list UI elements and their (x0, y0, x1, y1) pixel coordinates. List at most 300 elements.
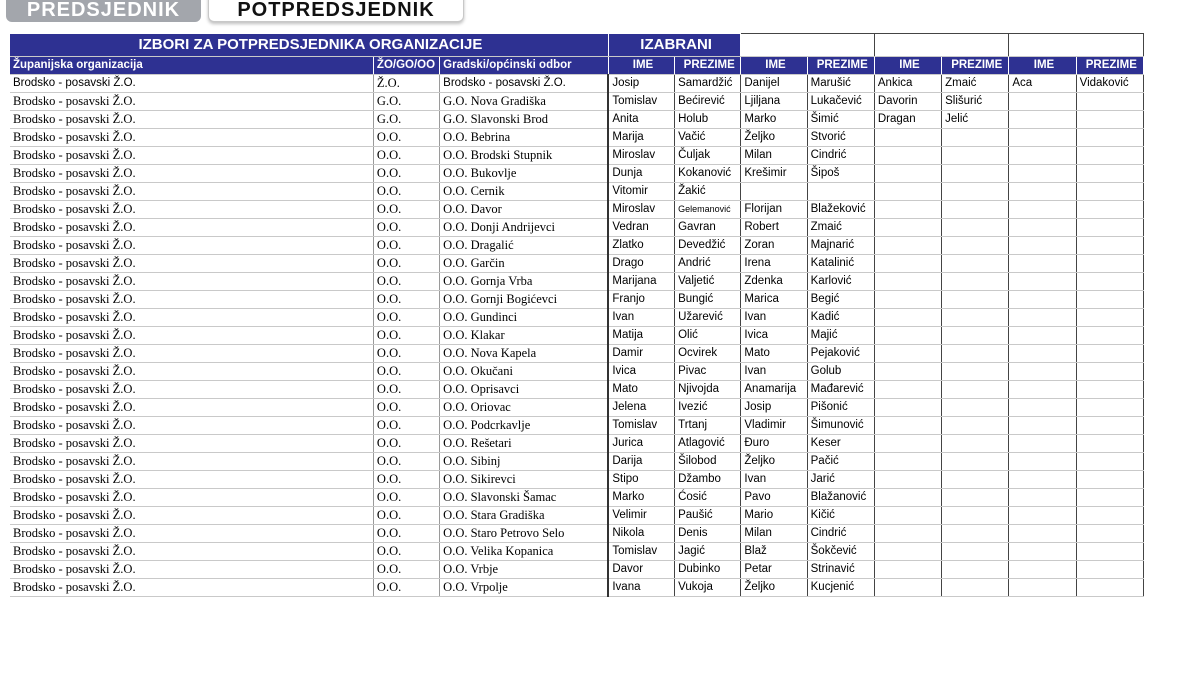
ime-cell[interactable]: Željko (741, 129, 807, 147)
odbor-cell[interactable]: O.O. Podcrkavlje (440, 417, 609, 435)
prezime-cell[interactable]: Samardžić (675, 75, 741, 93)
odbor-cell[interactable]: O.O. Vrbje (440, 561, 609, 579)
ime-cell[interactable]: Dragan (874, 111, 941, 129)
zo-cell[interactable]: O.O. (373, 507, 439, 525)
zupanijska-cell[interactable]: Brodsko - posavski Ž.O. (10, 399, 373, 417)
ime-cell[interactable] (1009, 309, 1076, 327)
ime-cell[interactable] (1009, 93, 1076, 111)
odbor-cell[interactable]: O.O. Bebrina (440, 129, 609, 147)
ime-cell[interactable]: Željko (741, 453, 807, 471)
prezime-cell[interactable]: Majnarić (807, 237, 874, 255)
ime-cell[interactable] (1009, 561, 1076, 579)
prezime-cell[interactable] (1076, 525, 1143, 543)
ime-cell[interactable]: Mato (608, 381, 674, 399)
prezime-cell[interactable] (942, 525, 1009, 543)
zupanijska-cell[interactable]: Brodsko - posavski Ž.O. (10, 255, 373, 273)
ime-cell[interactable]: Željko (741, 579, 807, 597)
zupanijska-cell[interactable]: Brodsko - posavski Ž.O. (10, 381, 373, 399)
zupanijska-cell[interactable]: Brodsko - posavski Ž.O. (10, 435, 373, 453)
ime-cell[interactable] (1009, 435, 1076, 453)
ime-cell[interactable] (1009, 273, 1076, 291)
zo-cell[interactable]: O.O. (373, 183, 439, 201)
prezime-cell[interactable]: Pejaković (807, 345, 874, 363)
prezime-cell[interactable] (942, 471, 1009, 489)
ime-cell[interactable] (1009, 129, 1076, 147)
prezime-cell[interactable] (942, 183, 1009, 201)
zo-cell[interactable]: O.O. (373, 363, 439, 381)
ime-cell[interactable]: Franjo (608, 291, 674, 309)
odbor-cell[interactable]: O.O. Bukovlje (440, 165, 609, 183)
prezime-cell[interactable] (1076, 291, 1143, 309)
zo-cell[interactable]: O.O. (373, 525, 439, 543)
ime-cell[interactable] (874, 507, 941, 525)
odbor-cell[interactable]: O.O. Sikirevci (440, 471, 609, 489)
prezime-cell[interactable] (1076, 507, 1143, 525)
prezime-cell[interactable] (942, 147, 1009, 165)
ime-cell[interactable] (874, 327, 941, 345)
prezime-cell[interactable]: Vukoja (675, 579, 741, 597)
prezime-cell[interactable] (942, 327, 1009, 345)
prezime-cell[interactable]: Cindrić (807, 147, 874, 165)
prezime-cell[interactable]: Slišurić (942, 93, 1009, 111)
zo-cell[interactable]: O.O. (373, 255, 439, 273)
ime-cell[interactable]: Davor (608, 561, 674, 579)
ime-cell[interactable] (741, 183, 807, 201)
prezime-cell[interactable]: Holub (675, 111, 741, 129)
zupanijska-cell[interactable]: Brodsko - posavski Ž.O. (10, 579, 373, 597)
prezime-cell[interactable] (942, 255, 1009, 273)
ime-cell[interactable] (874, 183, 941, 201)
prezime-cell[interactable]: Karlović (807, 273, 874, 291)
ime-cell[interactable]: Damir (608, 345, 674, 363)
prezime-cell[interactable] (942, 543, 1009, 561)
prezime-cell[interactable]: Paušić (675, 507, 741, 525)
ime-cell[interactable] (1009, 345, 1076, 363)
zupanijska-cell[interactable]: Brodsko - posavski Ž.O. (10, 363, 373, 381)
prezime-cell[interactable]: Kokanović (675, 165, 741, 183)
zo-cell[interactable]: Ž.O. (373, 75, 439, 93)
ime-cell[interactable]: Tomislav (608, 93, 674, 111)
prezime-cell[interactable] (942, 345, 1009, 363)
ime-cell[interactable] (874, 489, 941, 507)
ime-cell[interactable]: Marica (741, 291, 807, 309)
prezime-cell[interactable] (942, 201, 1009, 219)
ime-cell[interactable] (874, 525, 941, 543)
prezime-cell[interactable]: Ćosić (675, 489, 741, 507)
prezime-cell[interactable]: Pačić (807, 453, 874, 471)
ime-cell[interactable] (874, 165, 941, 183)
ime-cell[interactable]: Josip (741, 399, 807, 417)
zupanijska-cell[interactable]: Brodsko - posavski Ž.O. (10, 129, 373, 147)
zo-cell[interactable]: G.O. (373, 111, 439, 129)
ime-cell[interactable] (874, 435, 941, 453)
ime-cell[interactable] (874, 291, 941, 309)
ime-cell[interactable]: Ivan (741, 471, 807, 489)
ime-cell[interactable] (874, 201, 941, 219)
zupanijska-cell[interactable]: Brodsko - posavski Ž.O. (10, 489, 373, 507)
ime-cell[interactable] (874, 579, 941, 597)
ime-cell[interactable] (874, 129, 941, 147)
prezime-cell[interactable]: Džambo (675, 471, 741, 489)
odbor-cell[interactable]: Brodsko - posavski Ž.O. (440, 75, 609, 93)
zupanijska-cell[interactable]: Brodsko - posavski Ž.O. (10, 453, 373, 471)
prezime-cell[interactable]: Kucjenić (807, 579, 874, 597)
prezime-cell[interactable]: Čuljak (675, 147, 741, 165)
prezime-cell[interactable] (942, 237, 1009, 255)
prezime-cell[interactable] (942, 579, 1009, 597)
prezime-cell[interactable]: Gavran (675, 219, 741, 237)
zo-cell[interactable]: O.O. (373, 381, 439, 399)
zo-cell[interactable]: O.O. (373, 129, 439, 147)
prezime-cell[interactable]: Golub (807, 363, 874, 381)
odbor-cell[interactable]: O.O. Garčin (440, 255, 609, 273)
prezime-cell[interactable] (942, 129, 1009, 147)
zupanijska-cell[interactable]: Brodsko - posavski Ž.O. (10, 93, 373, 111)
prezime-cell[interactable]: Keser (807, 435, 874, 453)
zupanijska-cell[interactable]: Brodsko - posavski Ž.O. (10, 273, 373, 291)
ime-cell[interactable]: Aca (1009, 75, 1076, 93)
zupanijska-cell[interactable]: Brodsko - posavski Ž.O. (10, 219, 373, 237)
prezime-cell[interactable] (1076, 561, 1143, 579)
prezime-cell[interactable] (1076, 345, 1143, 363)
odbor-cell[interactable]: G.O. Slavonski Brod (440, 111, 609, 129)
prezime-cell[interactable] (1076, 219, 1143, 237)
odbor-cell[interactable]: O.O. Slavonski Šamac (440, 489, 609, 507)
prezime-cell[interactable]: Andrić (675, 255, 741, 273)
ime-cell[interactable]: Florijan (741, 201, 807, 219)
prezime-cell[interactable]: Majić (807, 327, 874, 345)
ime-cell[interactable]: Ljiljana (741, 93, 807, 111)
ime-cell[interactable]: Zlatko (608, 237, 674, 255)
ime-cell[interactable]: Zoran (741, 237, 807, 255)
odbor-cell[interactable]: O.O. Klakar (440, 327, 609, 345)
ime-cell[interactable] (1009, 237, 1076, 255)
prezime-cell[interactable]: Užarević (675, 309, 741, 327)
ime-cell[interactable] (1009, 543, 1076, 561)
ime-cell[interactable]: Blaž (741, 543, 807, 561)
prezime-cell[interactable] (942, 363, 1009, 381)
zo-cell[interactable]: O.O. (373, 471, 439, 489)
prezime-cell[interactable] (1076, 489, 1143, 507)
ime-cell[interactable]: Petar (741, 561, 807, 579)
zo-cell[interactable]: O.O. (373, 291, 439, 309)
ime-cell[interactable]: Robert (741, 219, 807, 237)
prezime-cell[interactable]: Katalinić (807, 255, 874, 273)
ime-cell[interactable] (874, 237, 941, 255)
prezime-cell[interactable] (1076, 363, 1143, 381)
ime-cell[interactable]: Matija (608, 327, 674, 345)
ime-cell[interactable]: Marko (608, 489, 674, 507)
prezime-cell[interactable] (942, 399, 1009, 417)
ime-cell[interactable]: Pavo (741, 489, 807, 507)
zo-cell[interactable]: G.O. (373, 93, 439, 111)
ime-cell[interactable] (874, 543, 941, 561)
zupanijska-cell[interactable]: Brodsko - posavski Ž.O. (10, 417, 373, 435)
zupanijska-cell[interactable]: Brodsko - posavski Ž.O. (10, 183, 373, 201)
zo-cell[interactable]: O.O. (373, 579, 439, 597)
ime-cell[interactable] (1009, 453, 1076, 471)
prezime-cell[interactable]: Valjetić (675, 273, 741, 291)
prezime-cell[interactable]: Šokčević (807, 543, 874, 561)
ime-cell[interactable] (1009, 363, 1076, 381)
ime-cell[interactable]: Marijana (608, 273, 674, 291)
odbor-cell[interactable]: O.O. Cernik (440, 183, 609, 201)
prezime-cell[interactable]: Cindrić (807, 525, 874, 543)
zo-cell[interactable]: O.O. (373, 147, 439, 165)
zo-cell[interactable]: O.O. (373, 399, 439, 417)
zupanijska-cell[interactable]: Brodsko - posavski Ž.O. (10, 507, 373, 525)
ime-cell[interactable] (1009, 399, 1076, 417)
ime-cell[interactable]: Anamarija (741, 381, 807, 399)
prezime-cell[interactable]: Atlagović (675, 435, 741, 453)
tab-predsjednik[interactable] (6, 0, 201, 22)
ime-cell[interactable] (1009, 219, 1076, 237)
ime-cell[interactable]: Marko (741, 111, 807, 129)
odbor-cell[interactable]: O.O. Donji Andrijevci (440, 219, 609, 237)
ime-cell[interactable]: Miroslav (608, 201, 674, 219)
prezime-cell[interactable]: Pivac (675, 363, 741, 381)
ime-cell[interactable] (1009, 165, 1076, 183)
ime-cell[interactable]: Tomislav (608, 417, 674, 435)
ime-cell[interactable]: Velimir (608, 507, 674, 525)
odbor-cell[interactable]: O.O. Oprisavci (440, 381, 609, 399)
zupanijska-cell[interactable]: Brodsko - posavski Ž.O. (10, 291, 373, 309)
prezime-cell[interactable] (1076, 417, 1143, 435)
ime-cell[interactable]: Jurica (608, 435, 674, 453)
ime-cell[interactable]: Zdenka (741, 273, 807, 291)
prezime-cell[interactable]: Begić (807, 291, 874, 309)
odbor-cell[interactable]: O.O. Davor (440, 201, 609, 219)
ime-cell[interactable]: Drago (608, 255, 674, 273)
prezime-cell[interactable]: Trtanj (675, 417, 741, 435)
ime-cell[interactable] (874, 147, 941, 165)
ime-cell[interactable] (1009, 525, 1076, 543)
ime-cell[interactable]: Darija (608, 453, 674, 471)
ime-cell[interactable] (874, 219, 941, 237)
ime-cell[interactable]: Ivan (608, 309, 674, 327)
ime-cell[interactable]: Milan (741, 147, 807, 165)
ime-cell[interactable]: Ankica (874, 75, 941, 93)
ime-cell[interactable] (1009, 201, 1076, 219)
prezime-cell[interactable]: Devedžić (675, 237, 741, 255)
ime-cell[interactable] (1009, 147, 1076, 165)
ime-cell[interactable] (1009, 291, 1076, 309)
ime-cell[interactable] (874, 363, 941, 381)
zupanijska-cell[interactable]: Brodsko - posavski Ž.O. (10, 525, 373, 543)
prezime-cell[interactable] (942, 291, 1009, 309)
prezime-cell[interactable] (1076, 201, 1143, 219)
ime-cell[interactable] (874, 561, 941, 579)
zo-cell[interactable]: O.O. (373, 435, 439, 453)
ime-cell[interactable]: Vladimir (741, 417, 807, 435)
ime-cell[interactable] (874, 273, 941, 291)
ime-cell[interactable] (874, 453, 941, 471)
prezime-cell[interactable] (1076, 453, 1143, 471)
ime-cell[interactable] (1009, 381, 1076, 399)
ime-cell[interactable]: Ivan (741, 363, 807, 381)
zupanijska-cell[interactable]: Brodsko - posavski Ž.O. (10, 147, 373, 165)
ime-cell[interactable]: Krešimir (741, 165, 807, 183)
odbor-cell[interactable]: O.O. Stara Gradiška (440, 507, 609, 525)
zupanijska-cell[interactable]: Brodsko - posavski Ž.O. (10, 111, 373, 129)
odbor-cell[interactable]: O.O. Okučani (440, 363, 609, 381)
prezime-cell[interactable] (1076, 579, 1143, 597)
ime-cell[interactable]: Ivan (741, 309, 807, 327)
prezime-cell[interactable]: Gelemanović (675, 201, 741, 219)
prezime-cell[interactable]: Bungić (675, 291, 741, 309)
ime-cell[interactable]: Miroslav (608, 147, 674, 165)
ime-cell[interactable]: Milan (741, 525, 807, 543)
zupanijska-cell[interactable]: Brodsko - posavski Ž.O. (10, 237, 373, 255)
ime-cell[interactable] (874, 309, 941, 327)
prezime-cell[interactable] (1076, 471, 1143, 489)
prezime-cell[interactable]: Šimunović (807, 417, 874, 435)
prezime-cell[interactable] (1076, 111, 1143, 129)
ime-cell[interactable]: Jelena (608, 399, 674, 417)
ime-cell[interactable] (1009, 417, 1076, 435)
prezime-cell[interactable] (1076, 93, 1143, 111)
zo-cell[interactable]: O.O. (373, 489, 439, 507)
zupanijska-cell[interactable]: Brodsko - posavski Ž.O. (10, 471, 373, 489)
zupanijska-cell[interactable]: Brodsko - posavski Ž.O. (10, 327, 373, 345)
prezime-cell[interactable]: Šimić (807, 111, 874, 129)
odbor-cell[interactable]: O.O. Sibinj (440, 453, 609, 471)
prezime-cell[interactable] (1076, 327, 1143, 345)
zo-cell[interactable]: O.O. (373, 345, 439, 363)
zo-cell[interactable]: O.O. (373, 561, 439, 579)
zupanijska-cell[interactable]: Brodsko - posavski Ž.O. (10, 345, 373, 363)
zo-cell[interactable]: O.O. (373, 543, 439, 561)
prezime-cell[interactable]: Vidaković (1076, 75, 1143, 93)
ime-cell[interactable] (874, 399, 941, 417)
ime-cell[interactable] (874, 255, 941, 273)
ime-cell[interactable] (1009, 255, 1076, 273)
prezime-cell[interactable]: Kadić (807, 309, 874, 327)
zo-cell[interactable]: O.O. (373, 165, 439, 183)
odbor-cell[interactable]: O.O. Oriovac (440, 399, 609, 417)
ime-cell[interactable] (1009, 579, 1076, 597)
ime-cell[interactable] (1009, 507, 1076, 525)
zo-cell[interactable]: O.O. (373, 309, 439, 327)
ime-cell[interactable]: Vitomir (608, 183, 674, 201)
prezime-cell[interactable] (807, 183, 874, 201)
prezime-cell[interactable]: Jelić (942, 111, 1009, 129)
ime-cell[interactable]: Irena (741, 255, 807, 273)
ime-cell[interactable]: Marija (608, 129, 674, 147)
prezime-cell[interactable]: Stvorić (807, 129, 874, 147)
prezime-cell[interactable] (1076, 381, 1143, 399)
zupanijska-cell[interactable]: Brodsko - posavski Ž.O. (10, 561, 373, 579)
odbor-cell[interactable]: O.O. Rešetari (440, 435, 609, 453)
ime-cell[interactable]: Nikola (608, 525, 674, 543)
prezime-cell[interactable]: Dubinko (675, 561, 741, 579)
ime-cell[interactable] (1009, 183, 1076, 201)
ime-cell[interactable]: Dunja (608, 165, 674, 183)
ime-cell[interactable] (874, 417, 941, 435)
prezime-cell[interactable]: Ocvirek (675, 345, 741, 363)
prezime-cell[interactable]: Pišonić (807, 399, 874, 417)
ime-cell[interactable]: Ivica (608, 363, 674, 381)
prezime-cell[interactable]: Olić (675, 327, 741, 345)
prezime-cell[interactable] (1076, 255, 1143, 273)
odbor-cell[interactable]: O.O. Brodski Stupnik (440, 147, 609, 165)
prezime-cell[interactable] (1076, 399, 1143, 417)
prezime-cell[interactable] (942, 309, 1009, 327)
ime-cell[interactable] (1009, 327, 1076, 345)
prezime-cell[interactable] (942, 273, 1009, 291)
odbor-cell[interactable]: O.O. Dragalić (440, 237, 609, 255)
prezime-cell[interactable] (1076, 183, 1143, 201)
ime-cell[interactable]: Danijel (741, 75, 807, 93)
prezime-cell[interactable] (1076, 129, 1143, 147)
zo-cell[interactable]: O.O. (373, 417, 439, 435)
prezime-cell[interactable]: Mađarević (807, 381, 874, 399)
prezime-cell[interactable]: Žakić (675, 183, 741, 201)
prezime-cell[interactable] (1076, 435, 1143, 453)
odbor-cell[interactable]: O.O. Nova Kapela (440, 345, 609, 363)
prezime-cell[interactable]: Strinavić (807, 561, 874, 579)
prezime-cell[interactable] (942, 561, 1009, 579)
odbor-cell[interactable]: G.O. Nova Gradiška (440, 93, 609, 111)
prezime-cell[interactable] (942, 507, 1009, 525)
prezime-cell[interactable] (942, 381, 1009, 399)
odbor-cell[interactable]: O.O. Gundinci (440, 309, 609, 327)
ime-cell[interactable]: Mario (741, 507, 807, 525)
prezime-cell[interactable] (1076, 237, 1143, 255)
ime-cell[interactable] (1009, 111, 1076, 129)
ime-cell[interactable]: Stipo (608, 471, 674, 489)
odbor-cell[interactable]: O.O. Velika Kopanica (440, 543, 609, 561)
ime-cell[interactable] (1009, 471, 1076, 489)
prezime-cell[interactable]: Zmaić (807, 219, 874, 237)
zo-cell[interactable]: O.O. (373, 273, 439, 291)
prezime-cell[interactable]: Zmaić (942, 75, 1009, 93)
prezime-cell[interactable]: Denis (675, 525, 741, 543)
zupanijska-cell[interactable]: Brodsko - posavski Ž.O. (10, 201, 373, 219)
ime-cell[interactable]: Josip (608, 75, 674, 93)
prezime-cell[interactable] (942, 489, 1009, 507)
ime-cell[interactable]: Ivica (741, 327, 807, 345)
ime-cell[interactable]: Tomislav (608, 543, 674, 561)
zupanijska-cell[interactable]: Brodsko - posavski Ž.O. (10, 309, 373, 327)
prezime-cell[interactable]: Bećirević (675, 93, 741, 111)
prezime-cell[interactable] (1076, 273, 1143, 291)
zo-cell[interactable]: O.O. (373, 327, 439, 345)
ime-cell[interactable] (874, 381, 941, 399)
odbor-cell[interactable]: O.O. Gornji Bogićevci (440, 291, 609, 309)
zo-cell[interactable]: O.O. (373, 453, 439, 471)
prezime-cell[interactable]: Ivezić (675, 399, 741, 417)
prezime-cell[interactable] (1076, 165, 1143, 183)
ime-cell[interactable] (874, 471, 941, 489)
prezime-cell[interactable] (1076, 147, 1143, 165)
ime-cell[interactable] (1009, 489, 1076, 507)
prezime-cell[interactable]: Lukačević (807, 93, 874, 111)
prezime-cell[interactable]: Blažeković (807, 201, 874, 219)
odbor-cell[interactable]: O.O. Staro Petrovo Selo (440, 525, 609, 543)
zo-cell[interactable]: O.O. (373, 219, 439, 237)
zupanijska-cell[interactable]: Brodsko - posavski Ž.O. (10, 543, 373, 561)
ime-cell[interactable]: Davorin (874, 93, 941, 111)
prezime-cell[interactable] (942, 453, 1009, 471)
zupanijska-cell[interactable]: Brodsko - posavski Ž.O. (10, 165, 373, 183)
tab-potpredsjednik[interactable] (208, 0, 464, 22)
prezime-cell[interactable]: Šilobod (675, 453, 741, 471)
zo-cell[interactable]: O.O. (373, 201, 439, 219)
prezime-cell[interactable]: Šipoš (807, 165, 874, 183)
prezime-cell[interactable]: Blažanović (807, 489, 874, 507)
zo-cell[interactable]: O.O. (373, 237, 439, 255)
